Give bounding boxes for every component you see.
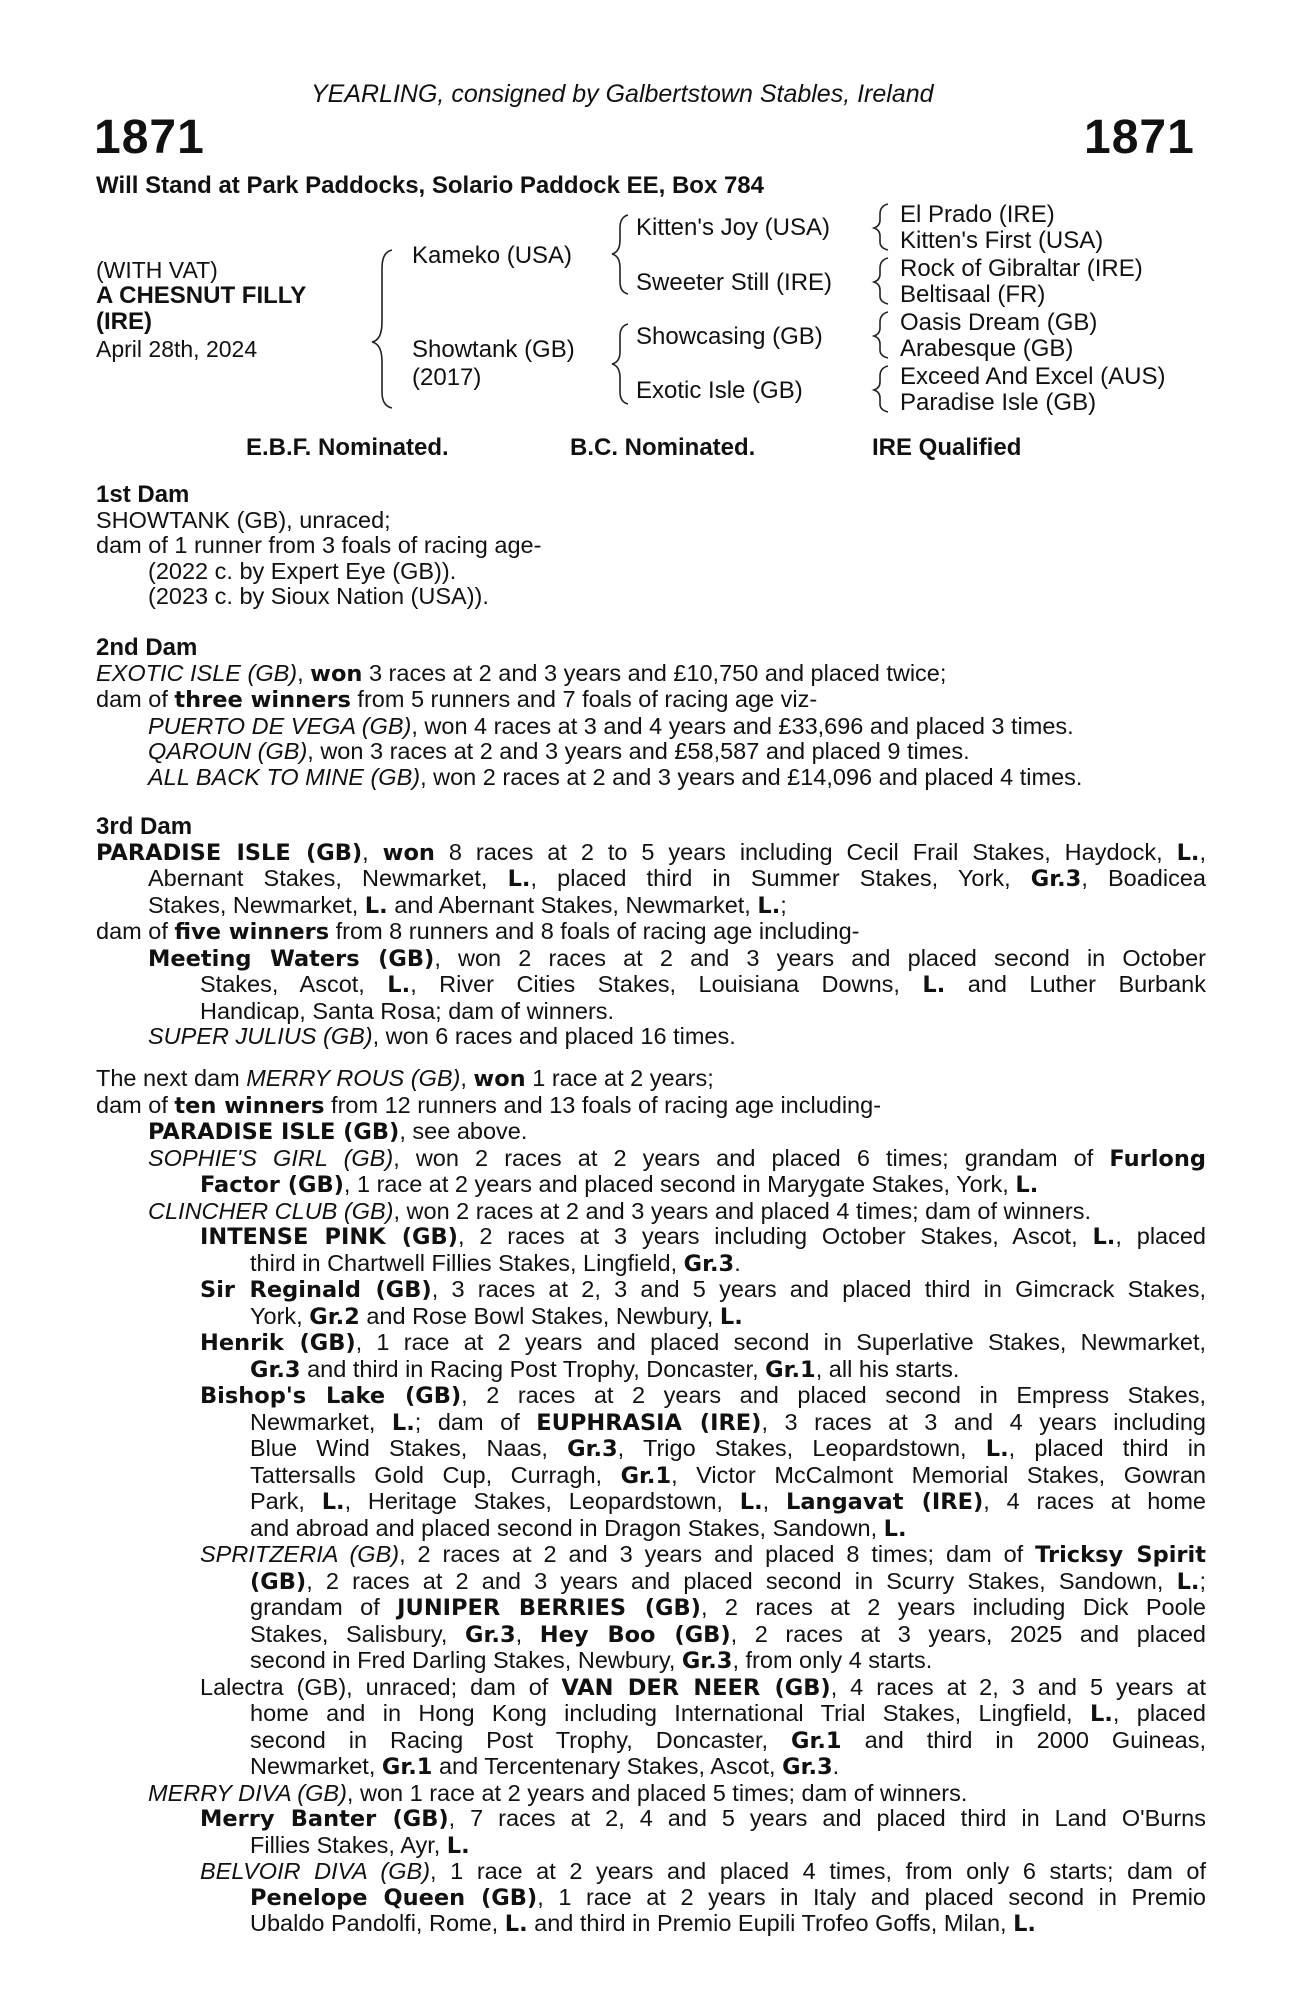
next-dam-produce: Lalectra (GB), unraced; dam of VAN DER NEER (GB), 4 races at 2, 3 and 5 years at (200, 1673, 1206, 1701)
dam-year: (2017) (412, 364, 482, 391)
next-dam-produce: PARADISE ISLE (GB), see above. (148, 1118, 528, 1145)
sire-dam: Sweeter Still (IRE) (636, 269, 833, 296)
next-dam-produce: home and in Hong Kong including International Trial Stakes, Lingfield, L., placed (250, 1700, 1207, 1727)
next-dam-produce: Bishop's Lake (GB), 2 races at 2 years and placed second in Empress Stakes, (200, 1382, 1206, 1409)
great-grandparent-8: Paradise Isle (GB) (900, 389, 1097, 416)
next-dam-produce: BELVOIR DIVA (GB), 1 race at 2 years and placed 4 times, from only 6 starts; dam of (200, 1858, 1207, 1884)
next-dam-produce: CLINCHER CLUB (GB), won 2 races at 2 and 3 years and placed 4 times; dam of winners. (148, 1197, 1092, 1224)
next-dam-section (96, 1066, 1206, 1938)
ire-qualified: IRE Qualified (872, 434, 1022, 461)
next-dam-produce: Park, L., Heritage Stakes, Leopardstown, L., Langavat (IRE), 4 races at home (250, 1488, 1206, 1515)
second-dam-produce: QAROUN (GB), won 3 races at 2 and 3 years and £58,587 and placed 9 times. (148, 738, 970, 764)
third-dam-produce: Stakes, Ascot, L., River Cities Stakes, Louisiana Downs, L. and Luther Burbank (200, 971, 1206, 998)
dam-sire: Showcasing (GB) (636, 323, 823, 350)
second-dam-line: EXOTIC ISLE (GB), won 3 races at 2 and 3 years and £10,750 and placed twice; (96, 659, 947, 687)
first-dam-line: SHOWTANK (GB), unraced; (96, 506, 391, 533)
next-dam-produce: Henrik (GB), 1 race at 2 years and placed second in Superlative Stakes, Newmarket, (200, 1329, 1207, 1356)
next-dam-produce: MERRY DIVA (GB), won 1 race at 2 years and placed 5 times; dam of winners. (148, 1779, 968, 1806)
next-dam-produce: Merry Banter (GB), 7 races at 2, 4 and 5 years and placed third in Land O'Burns (200, 1805, 1206, 1832)
dam: Showtank (GB) (412, 336, 575, 363)
next-dam-produce: second in Fred Darling Stakes, Newbury, Gr.3, from only 4 starts. (250, 1647, 933, 1674)
third-dam-produce: Handicap, Santa Rosa; dam of winners. (200, 997, 615, 1024)
third-dam-section (96, 814, 1206, 1050)
stand-location: Will Stand at Park Paddocks, Solario Paddock EE, Box 784 (96, 172, 765, 199)
next-dam-produce: Newmarket, Gr.1 and Tercentenary Stakes, Ascot, Gr.3. (250, 1753, 840, 1780)
next-dam-produce: Stakes, Salisbury, Gr.3, Hey Boo (GB), 2 races at 3 years, 2025 and placed (250, 1620, 1206, 1648)
great-grandparent-1: El Prado (IRE) (900, 201, 1055, 228)
first-dam-foal: (2023 c. by Sioux Nation (USA)). (148, 583, 489, 609)
next-dam-produce: Fillies Stakes, Ayr, L. (250, 1831, 470, 1859)
next-dam-produce: SOPHIE'S GIRL (GB), won 2 races at 2 years and placed 6 times; grandam of Furlong (148, 1144, 1206, 1172)
next-dam-produce: third in Chartwell Fillies Stakes, Lingfield, Gr.3. (250, 1249, 741, 1277)
third-dam-line: PARADISE ISLE (GB), won 8 races at 2 to 5 years including Cecil Frail Stakes, Haydock, L., (96, 838, 1206, 866)
third-dam-line: dam of five winners from 8 runners and 8 foals of racing age including- (96, 918, 860, 945)
lot-number-right: 1871 (1084, 111, 1195, 164)
next-dam-produce: Factor (GB), 1 race at 2 years and placed second in Marygate Stakes, York, L. (200, 1171, 1039, 1198)
sire-sire: Kitten's Joy (USA) (636, 214, 830, 241)
next-dam-produce: INTENSE PINK (GB), 2 races at 3 years including October Stakes, Ascot, L., placed (200, 1223, 1206, 1250)
next-dam-produce: second in Racing Post Trophy, Doncaster, Gr.1 and third in 2000 Guineas, (250, 1726, 1206, 1754)
next-dam-produce: Blue Wind Stakes, Naas, Gr.3, Trigo Stakes, Leopardstown, L., placed third in (250, 1435, 1206, 1462)
third-dam-produce: SUPER JULIUS (GB), won 6 races and placed 16 times. (148, 1023, 736, 1049)
second-dam-produce: ALL BACK TO MINE (GB), won 2 races at 2 and 3 years and £14,096 and placed 4 times. (148, 763, 1083, 790)
lot-number-left: 1871 (94, 111, 205, 164)
next-dam-produce: York, Gr.2 and Rose Bowl Stakes, Newbury, L. (250, 1302, 743, 1330)
great-grandparent-2: Kitten's First (USA) (900, 227, 1104, 254)
first-dam-heading: 1st Dam (96, 481, 190, 508)
next-dam-produce: and abroad and placed second in Dragon Stakes, Sandown, L. (250, 1514, 907, 1542)
first-dam-line: dam of 1 runner from 3 foals of racing age- (96, 532, 542, 558)
third-dam-line: Stakes, Newmarket, L. and Abernant Stakes, Newmarket, L.; (148, 891, 787, 919)
second-dam-line: dam of three winners from 5 runners and 7 foals of racing age viz- (96, 686, 818, 713)
third-dam-produce: Meeting Waters (GB), won 2 races at 2 and 3 years and placed second in October (148, 944, 1206, 972)
next-dam-produce: Gr.3 and third in Racing Post Trophy, Doncaster, Gr.1, all his starts. (250, 1355, 960, 1383)
great-grandparent-6: Arabesque (GB) (900, 335, 1074, 362)
great-grandparent-3: Rock of Gibraltar (IRE) (900, 255, 1143, 282)
horse-name-line1: A CHESNUT FILLY (96, 282, 307, 309)
sire: Kameko (USA) (412, 242, 573, 269)
ebf-nominated: E.B.F. Nominated. (246, 434, 449, 461)
next-dam-produce: grandam of JUNIPER BERRIES (GB), 2 races at 2 years including Dick Poole (250, 1594, 1206, 1621)
dam-dam: Exotic Isle (GB) (636, 377, 803, 404)
horse-name-line2: (IRE) (96, 308, 152, 335)
first-dam-section (96, 482, 1206, 610)
next-dam-produce: SPRITZERIA (GB), 2 races at 2 and 3 years and placed 8 times; dam of Tricksy Spirit (200, 1541, 1206, 1568)
second-dam-heading: 2nd Dam (96, 634, 198, 661)
next-dam-produce: Penelope Queen (GB), 1 race at 2 years in Italy and placed second in Premio (250, 1883, 1206, 1911)
great-grandparent-7: Exceed And Excel (AUS) (900, 363, 1166, 390)
third-dam-line: Abernant Stakes, Newmarket, L., placed third in Summer Stakes, York, Gr.3, Boadicea (148, 865, 1206, 892)
next-dam-produce: Tattersalls Gold Cup, Curragh, Gr.1, Victor McCalmont Memorial Stakes, Gowran (250, 1461, 1206, 1489)
vat-note: (WITH VAT) (96, 257, 218, 283)
next-dam-produce: (GB), 2 races at 2 and 3 years and placed second in Scurry Stakes, Sandown, L.; (250, 1567, 1206, 1595)
next-dam-produce: Ubaldo Pandolfi, Rome, L. and third in Premio Eupili Trofeo Goffs, Milan, L. (250, 1910, 1036, 1937)
second-dam-section (96, 635, 1206, 790)
bc-nominated: B.C. Nominated. (570, 434, 756, 461)
first-dam-foal: (2022 c. by Expert Eye (GB)). (148, 557, 457, 584)
next-dam-produce: Sir Reginald (GB), 3 races at 2, 3 and 5 years and placed third in Gimcrack Stakes, (200, 1276, 1206, 1303)
second-dam-produce: PUERTO DE VEGA (GB), won 4 races at 3 and 4 years and £33,696 and placed 3 times. (148, 712, 1074, 739)
next-dam-produce: Newmarket, L.; dam of EUPHRASIA (IRE), 3 races at 3 and 4 years including (250, 1408, 1207, 1436)
great-grandparent-5: Oasis Dream (GB) (900, 309, 1098, 336)
great-grandparent-4: Beltisaal (FR) (900, 281, 1046, 308)
consignment-line: YEARLING, consigned by Galbertstown Stables, Ireland (311, 80, 934, 108)
next-dam-line: The next dam MERRY ROUS (GB), won 1 race at 2 years; (96, 1065, 714, 1092)
third-dam-heading: 3rd Dam (96, 813, 193, 840)
next-dam-line: dam of ten winners from 12 runners and 13 foals of racing age including- (96, 1091, 882, 1119)
foaled-date: April 28th, 2024 (96, 336, 258, 362)
